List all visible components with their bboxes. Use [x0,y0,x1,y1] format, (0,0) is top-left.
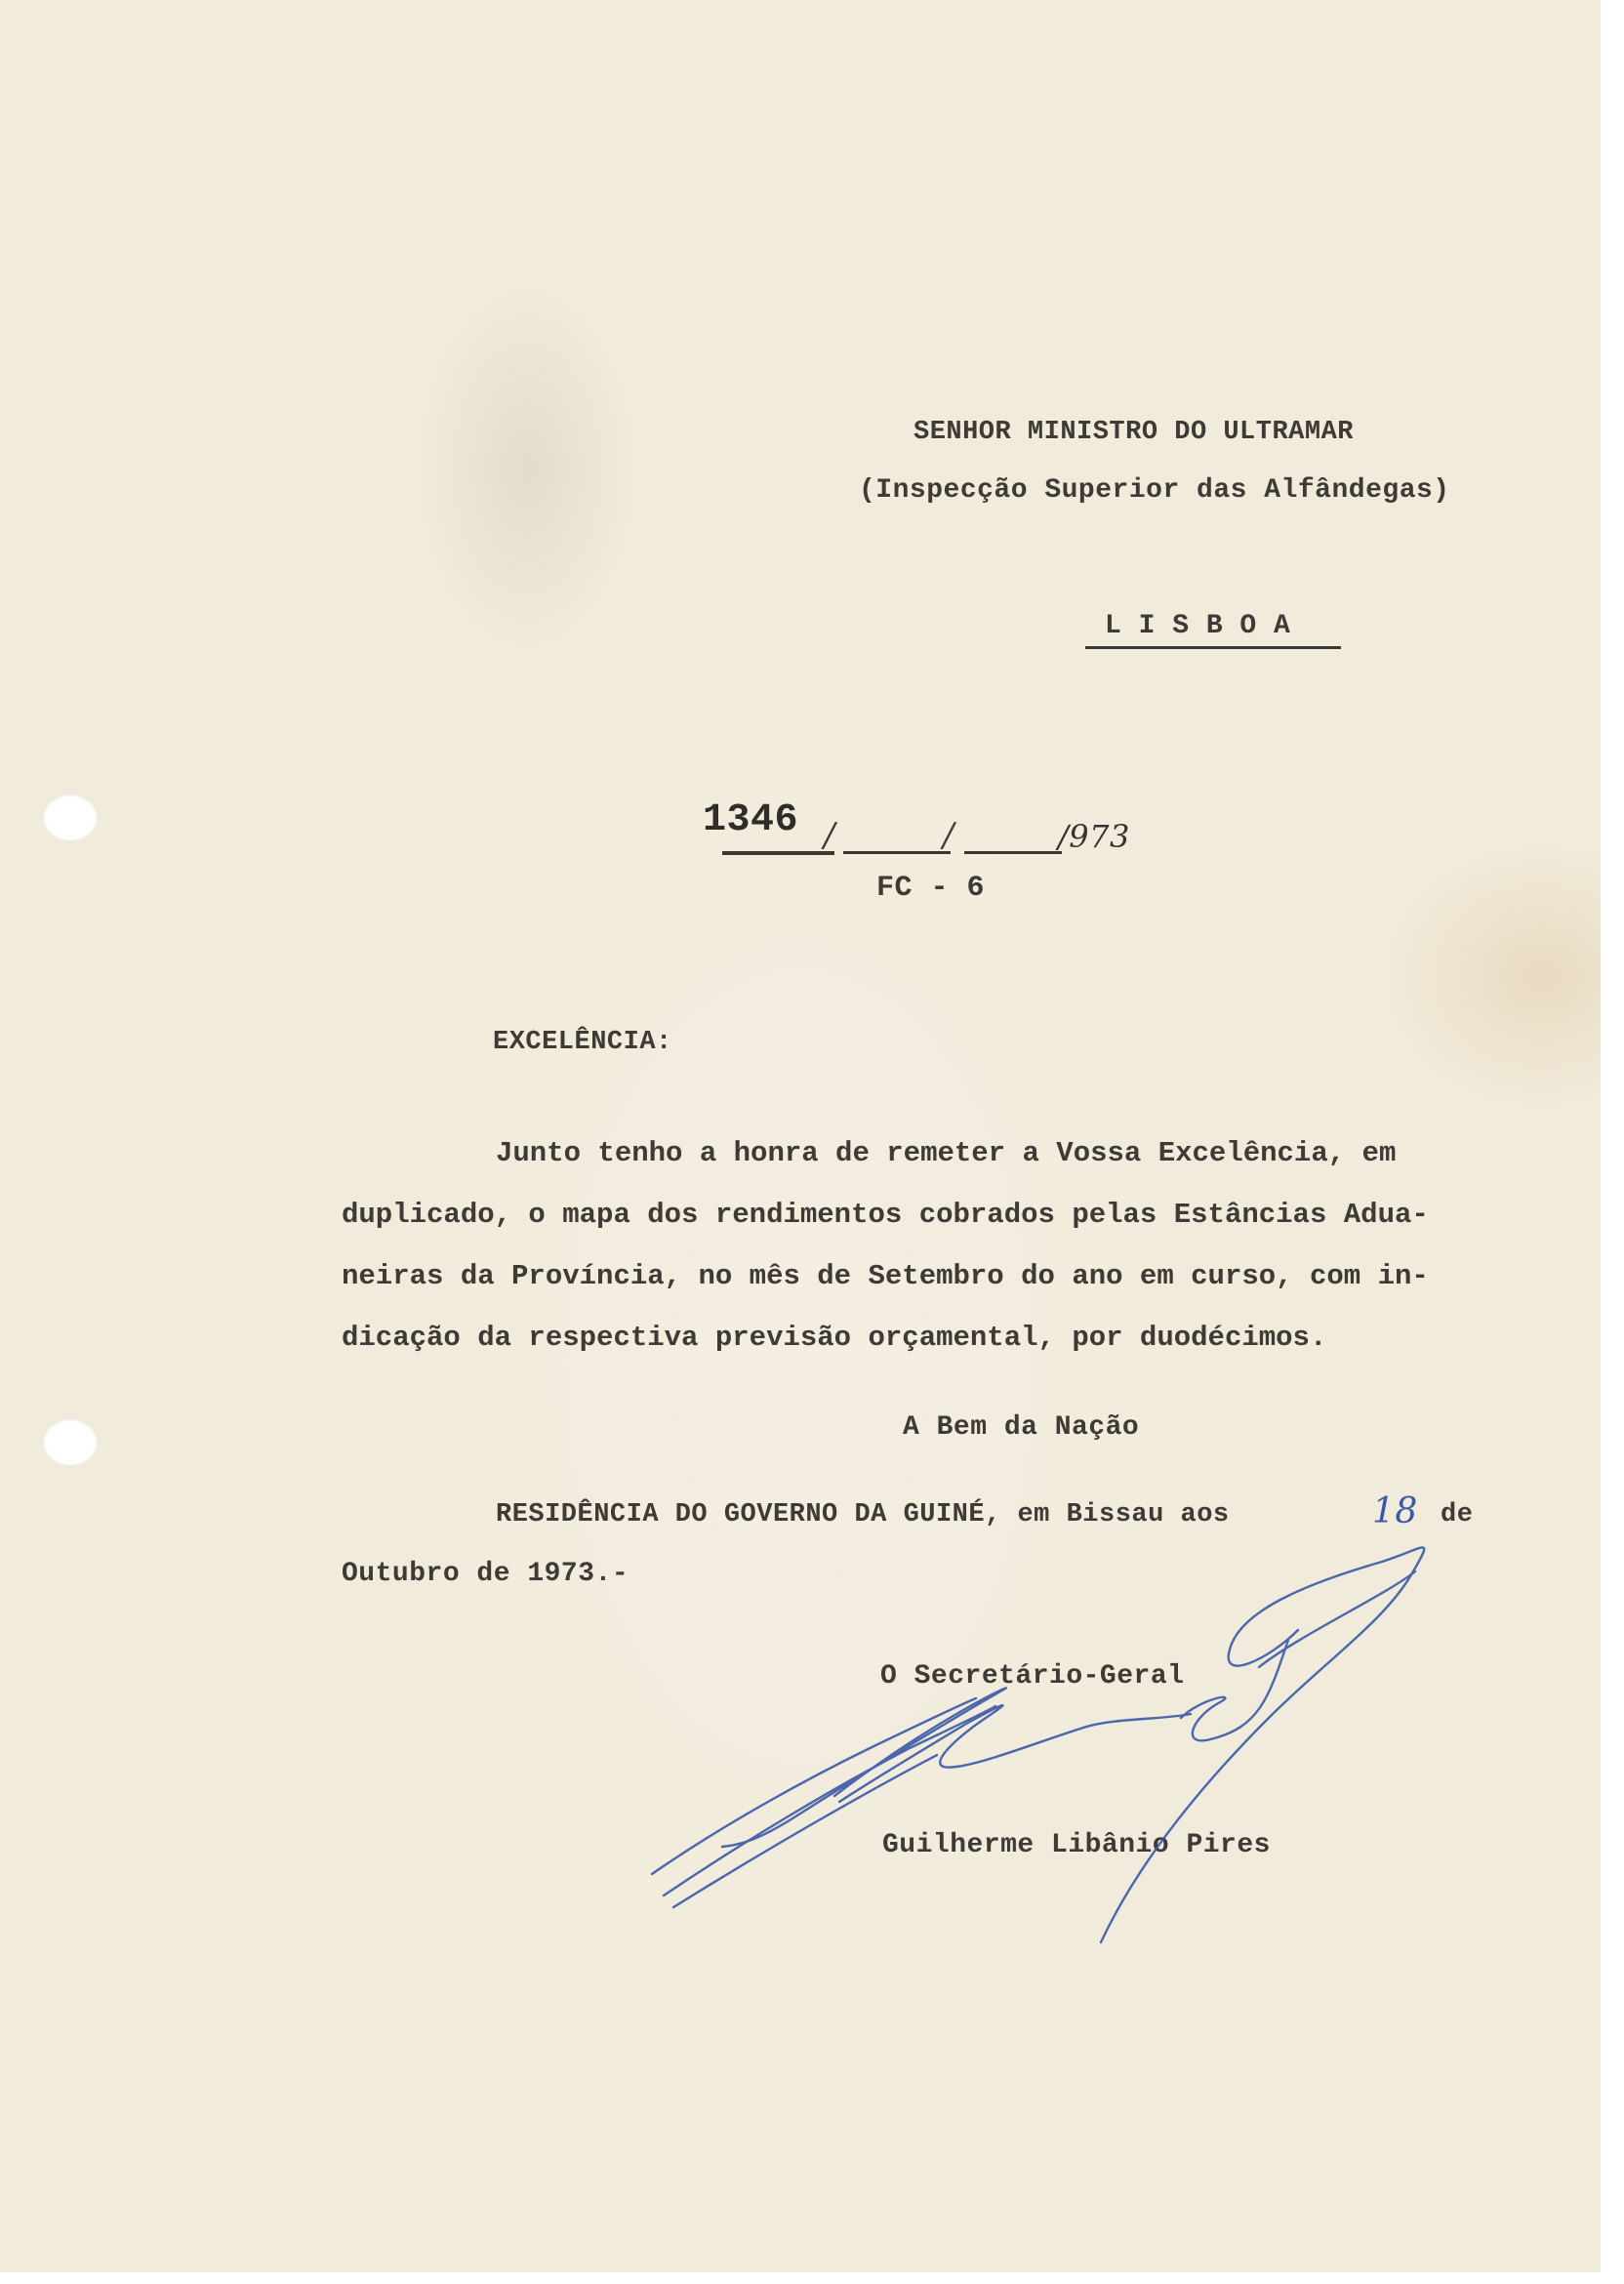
reference-number: 1346 [703,798,799,842]
signatory-name: Guilherme Libânio Pires [882,1830,1271,1860]
date-line-prefix: RESIDÊNCIA DO GOVERNO DA GUINÉ, em Bissau aos [496,1500,1230,1529]
reference-code: FC - 6 [876,872,986,905]
date-line-suffix: de [1441,1500,1474,1529]
reference-separator-1: / [824,816,835,855]
body-line-1: Junto tenho a honra de remeter a Vossa Excelência, em [496,1137,1397,1169]
signatory-title: O Secretário-Geral [880,1661,1185,1692]
closing-formula: A Bem da Nação [903,1412,1140,1443]
body-line-3: neiras da Província, no mês de Setembro do ano em curso, com in- [342,1260,1429,1292]
addressee-line-2: (Inspecção Superior das Alfândegas) [859,475,1450,506]
salutation: EXCELÊNCIA: [493,1028,672,1057]
date-day-handwritten: 18 [1372,1491,1418,1531]
addressee-city: L I S B O A [1105,611,1291,641]
body-line-4: dicação da respectiva previsão orçamental, por duodécimos. [342,1322,1327,1354]
reference-year: /973 [1058,818,1130,855]
date-line-2: Outubro de 1973.- [342,1559,629,1589]
addressee-line-1: SENHOR MINISTRO DO ULTRAMAR [914,418,1354,447]
body-line-2: duplicado, o mapa dos rendimentos cobrados pelas Estâncias Adua- [342,1199,1429,1231]
reference-separator-2: / [943,816,954,855]
